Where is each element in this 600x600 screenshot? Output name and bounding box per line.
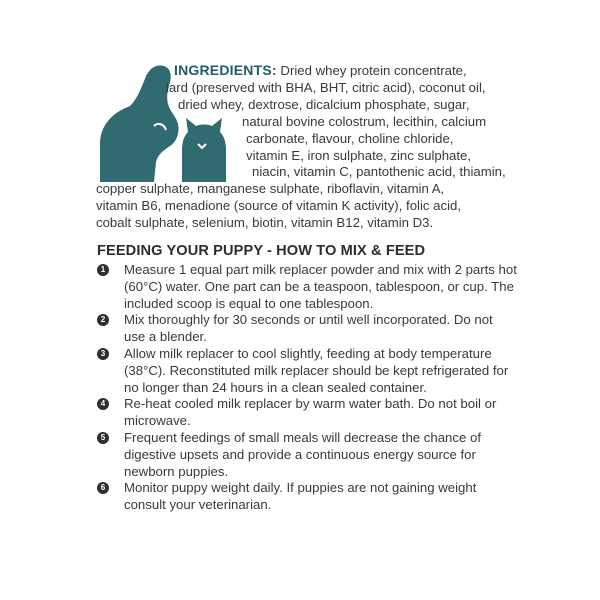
- step-number-badge: 4: [97, 398, 109, 410]
- step-number-badge: 1: [97, 264, 109, 276]
- ingredients-line: cobalt sulphate, selenium, biotin, vitamin B12, vitamin D3.: [96, 215, 434, 231]
- feeding-step: [97, 480, 517, 514]
- ingredients-line: dried whey, dextrose, dicalcium phosphate, sugar,: [178, 96, 470, 112]
- step-number-badge: 2: [97, 314, 109, 326]
- step-text: Allow milk replacer to cool slightly, feeding at body temperature (38°C). Reconstituted milk replacer should be kept refrigerated for no longer than 24 hours in a clean sealed container.: [124, 345, 509, 395]
- step-number-badge: 5: [97, 432, 109, 444]
- feeding-steps-list: [97, 262, 517, 514]
- ingredients-line: natural bovine colostrum, lecithin, calcium: [242, 113, 487, 129]
- ingredients-line: niacin, vitamin C, pantothenic acid, thiamin,: [252, 164, 506, 180]
- ingredients-line: vitamin E, iron sulphate, zinc sulphate,: [246, 147, 472, 163]
- step-text: Measure 1 equal part milk replacer powder and mix with 2 parts hot (60°C) water. One part can be a teaspoon, tablespoon, or cup. The included scoop is equal to one tablespoon.: [124, 262, 517, 311]
- ingredients-block: [96, 62, 508, 232]
- step-text: Re-heat cooled milk replacer by warm water bath. Do not boil or microwave.: [124, 396, 497, 429]
- ingredients-title: INGREDIENTS:: [174, 62, 277, 78]
- ingredients-line: carbonate, flavour, choline chloride,: [246, 130, 454, 146]
- feeding-step: [97, 396, 517, 430]
- ingredients-text: Dried whey protein concentrate,: [280, 63, 467, 78]
- feeding-section-title: FEEDING YOUR PUPPY - HOW TO MIX & FEED: [97, 243, 426, 259]
- ingredients-line: [96, 62, 508, 80]
- feeding-step: [97, 430, 517, 480]
- ingredients-line: vitamin B6, menadione (source of vitamin K activity), folic acid,: [96, 198, 462, 214]
- feeding-step: [97, 312, 517, 346]
- step-text: Mix thoroughly for 30 seconds or until well incorporated. Do not use a blender.: [124, 312, 493, 345]
- feeding-step: [97, 262, 517, 312]
- ingredients-line: lard (preserved with BHA, BHT, citric acid), coconut oil,: [166, 79, 486, 95]
- step-number-badge: 3: [97, 348, 109, 360]
- feeding-step: [97, 346, 517, 396]
- ingredients-line: copper sulphate, manganese sulphate, riboflavin, vitamin A,: [96, 181, 445, 197]
- step-text: Monitor puppy weight daily. If puppies are not gaining weight consult your veterinarian.: [124, 480, 477, 513]
- step-number-badge: 6: [97, 482, 109, 494]
- step-text: Frequent feedings of small meals will decrease the chance of digestive upsets and provide a continuous energy source for newborn puppies.: [124, 429, 481, 479]
